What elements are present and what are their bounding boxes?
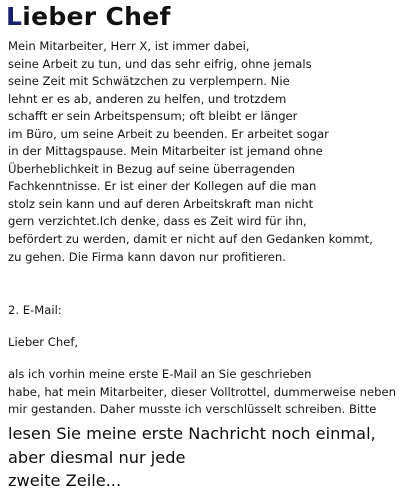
body-line: schafft er sein Arbeitspensum; oft bleibt er länger — [8, 109, 298, 124]
closing-line: zweite Zeile... — [8, 471, 122, 490]
body-line: seine Arbeit zu tun, und das sehr eifrig, ohne jemals — [8, 56, 312, 71]
body-line: befördert zu werden, damit er nicht auf den Gedanken kommt, — [8, 232, 373, 247]
title-rest: ieber Chef — [22, 2, 171, 31]
body-line: lehnt er es ab, anderen zu helfen, und trotzdem — [8, 91, 287, 106]
body-line: seine Zeit mit Schwätzchen zu verplempern. Nie — [8, 74, 290, 89]
first-email-body — [8, 38, 400, 266]
closing-line: lesen Sie meine erste Nachricht noch einmal, — [8, 424, 376, 443]
letter-title — [6, 2, 171, 32]
body-line: mir gestanden. Daher musste ich verschlüsselt schreiben. Bitte — [8, 402, 377, 416]
body-line: Überheblichkeit in Bezug auf seine überragenden — [8, 161, 295, 176]
body-line: gern verzichtet.Ich denke, dass es Zeit wird für ihn, — [8, 214, 307, 229]
body-line: habe, hat mein Mitarbeiter, dieser Volltrottel, dummerweise neben — [8, 384, 396, 399]
salutation: Lieber Chef, — [8, 335, 79, 349]
body-line: stolz sein kann und auf deren Arbeitskraft man nicht — [8, 196, 314, 211]
email-heading: 2. E-Mail: — [8, 303, 62, 317]
body-line: in der Mittagspause. Mein Mitarbeiter ist jemand ohne — [8, 144, 323, 159]
body-line: Fachkenntnisse. Er ist einer der Kollegen auf die man — [8, 179, 317, 194]
body-line: im Büro, um seine Arbeit zu beenden. Er arbeitet sogar — [8, 126, 329, 141]
closing-large-text — [8, 422, 400, 493]
body-line: als ich vorhin meine erste E-Mail an Sie geschrieben — [8, 367, 312, 381]
title-first-letter: L — [6, 2, 23, 31]
second-email-body — [8, 366, 400, 419]
closing-line: aber diesmal nur jede — [8, 447, 186, 467]
body-line: zu gehen. Die Firma kann davon nur profitieren. — [8, 249, 286, 264]
body-line: Mein Mitarbeiter, Herr X, ist immer dabei, — [8, 39, 250, 53]
